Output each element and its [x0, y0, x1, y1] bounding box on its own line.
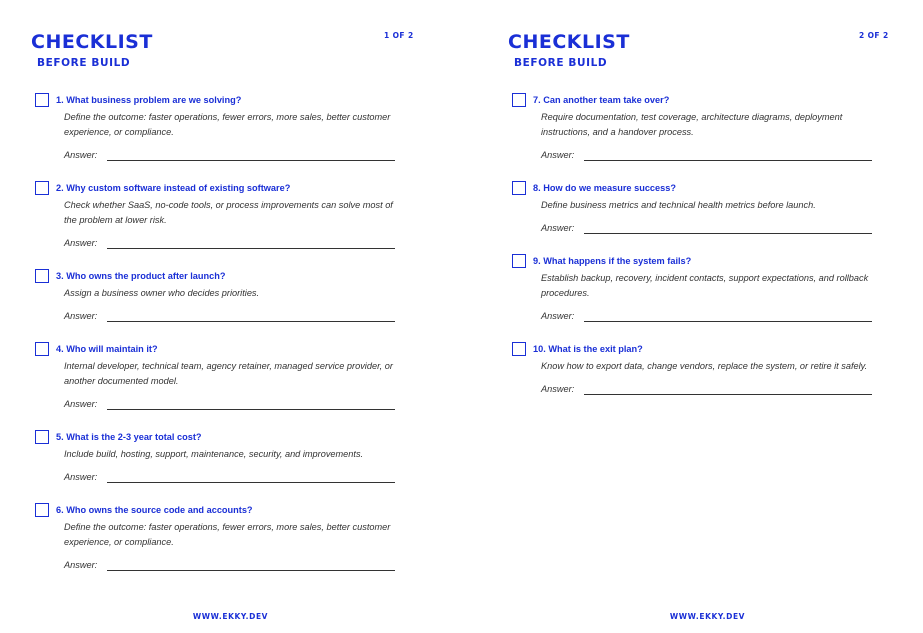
checkbox[interactable] [35, 93, 49, 107]
checklist-items [35, 93, 395, 571]
question: 3. Who owns the product after launch? [56, 271, 226, 281]
answer-line[interactable] [584, 151, 872, 161]
question: 1. What business problem are we solving? [56, 95, 242, 105]
question-description: Require documentation, test coverage, architecture diagrams, deployment instructions, and a handover process. [541, 112, 843, 137]
answer-label: Answer: [541, 223, 575, 233]
question-description: Define business metrics and technical health metrics before launch. [541, 200, 816, 210]
answer-label: Answer: [64, 150, 98, 160]
answer-label: Answer: [541, 384, 575, 394]
checklist-item-2 [35, 181, 395, 249]
answer-label: Answer: [64, 311, 98, 321]
checkbox[interactable] [35, 503, 49, 517]
checkbox[interactable] [35, 342, 49, 356]
answer-line[interactable] [584, 224, 872, 234]
answer-line[interactable] [107, 400, 395, 410]
question-description: Include build, hosting, support, maintenance, security, and improvements. [64, 449, 364, 459]
question: 4. Who will maintain it? [56, 344, 158, 354]
answer-label: Answer: [64, 560, 98, 570]
question-description: Define the outcome: faster operations, fewer errors, more sales, better customer experience, or compliance. [64, 112, 391, 137]
question-description: Assign a business owner who decides priorities. [64, 288, 260, 298]
page-1 [0, 0, 461, 633]
checkbox[interactable] [512, 342, 526, 356]
checklist-items [512, 93, 872, 395]
checkbox[interactable] [35, 269, 49, 283]
answer-line[interactable] [584, 312, 872, 322]
question-description: Know how to export data, change vendors, replace the system, or retire it safely. [541, 361, 868, 371]
answer-line[interactable] [107, 239, 395, 249]
answer-row [64, 149, 395, 161]
answer-line[interactable] [107, 151, 395, 161]
checkbox[interactable] [512, 181, 526, 195]
page-subtitle: BEFORE BUILD [37, 57, 131, 69]
checklist-item-5 [35, 430, 395, 483]
checklist-item-3 [35, 269, 395, 322]
question: 8. How do we measure success? [533, 183, 676, 193]
page-number: 1 OF 2 [384, 31, 414, 40]
footer-url: WWW.EKKY.DEV [669, 612, 746, 621]
answer-row [64, 398, 395, 410]
answer-row [541, 222, 872, 234]
page-subtitle: BEFORE BUILD [514, 57, 608, 69]
answer-line[interactable] [107, 312, 395, 322]
question: 7. Can another team take over? [533, 95, 670, 105]
checkbox[interactable] [512, 254, 526, 268]
answer-row [541, 149, 872, 161]
question: 5. What is the 2-3 year total cost? [56, 432, 202, 442]
checklist-item-1 [35, 93, 395, 161]
answer-row [541, 383, 872, 395]
answer-label: Answer: [64, 399, 98, 409]
checkbox[interactable] [35, 181, 49, 195]
answer-line[interactable] [584, 385, 872, 395]
checkbox[interactable] [512, 93, 526, 107]
answer-label: Answer: [541, 150, 575, 160]
answer-label: Answer: [541, 311, 575, 321]
question: 9. What happens if the system fails? [533, 256, 692, 266]
question: 10. What is the exit plan? [533, 344, 643, 354]
answer-row [64, 559, 395, 571]
answer-row [64, 237, 395, 249]
question: 2. Why custom software instead of existing software? [56, 183, 291, 193]
answer-row [541, 310, 872, 322]
answer-row [64, 310, 395, 322]
checklist-item-8 [512, 181, 872, 234]
answer-line[interactable] [107, 473, 395, 483]
checkbox[interactable] [35, 430, 49, 444]
checklist-item-6 [35, 503, 395, 571]
checklist-item-9 [512, 254, 872, 322]
answer-row [64, 471, 395, 483]
checklist-item-7 [512, 93, 872, 161]
page-2 [477, 0, 923, 633]
question-description: Establish backup, recovery, incident contacts, support expectations, and rollback procedures. [541, 273, 869, 298]
question-description: Check whether SaaS, no-code tools, or process improvements can solve most of the problem at lower risk. [64, 200, 393, 225]
answer-line[interactable] [107, 561, 395, 571]
question-description: Define the outcome: faster operations, fewer errors, more sales, better customer experience, or compliance. [64, 522, 391, 547]
answer-label: Answer: [64, 238, 98, 248]
page-title: CHECKLIST [31, 31, 153, 53]
checklist-item-10 [512, 342, 872, 395]
question: 6. Who owns the source code and accounts? [56, 505, 253, 515]
page-number: 2 OF 2 [859, 31, 889, 40]
question-description: Internal developer, technical team, agency retainer, managed service provider, or another documented model. [64, 361, 393, 386]
answer-label: Answer: [64, 472, 98, 482]
footer-url: WWW.EKKY.DEV [192, 612, 269, 621]
page-title: CHECKLIST [508, 31, 630, 53]
checklist-item-4 [35, 342, 395, 410]
